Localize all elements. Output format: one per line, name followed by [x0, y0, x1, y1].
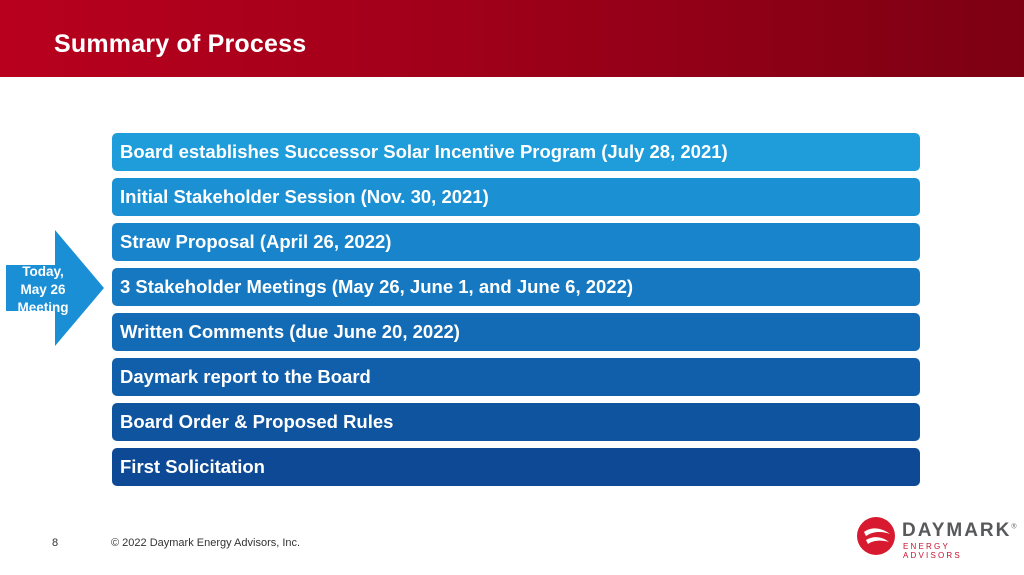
step-label: Board Order & Proposed Rules: [120, 411, 394, 432]
today-marker-label: [6, 263, 80, 317]
slide-title: Summary of Process: [54, 30, 307, 58]
process-step: [112, 448, 920, 486]
process-step: [112, 178, 920, 216]
process-step: [112, 403, 920, 441]
marker-line: Today,: [22, 264, 64, 279]
step-label: Written Comments (due June 20, 2022): [120, 321, 460, 342]
process-step: [112, 268, 920, 306]
registered-mark: ®: [1011, 523, 1017, 531]
step-label: Board establishes Successor Solar Incentive Program (July 28, 2021): [120, 141, 728, 162]
step-label: 3 Stakeholder Meetings (May 26, June 1, and June 6, 2022): [120, 276, 634, 297]
step-label: Daymark report to the Board: [120, 366, 371, 387]
marker-line: Meeting: [17, 300, 69, 315]
title-bar: [0, 0, 1024, 77]
step-label: Straw Proposal (April 26, 2022): [120, 231, 392, 252]
page-number: 8: [52, 537, 59, 549]
step-label: Initial Stakeholder Session (Nov. 30, 2021): [120, 186, 489, 207]
logo-wordmark: DAYMARK®: [902, 520, 1017, 541]
process-step: [112, 133, 920, 171]
copyright-notice: © 2022 Daymark Energy Advisors, Inc.: [111, 537, 301, 549]
today-marker-arrow: [6, 230, 104, 346]
daymark-mark-icon: [856, 516, 896, 556]
process-step: [112, 358, 920, 396]
logo-subtitle: ENERGY ADVISORS: [903, 542, 962, 560]
daymark-logo: [856, 515, 1017, 560]
step-label: First Solicitation: [120, 456, 265, 477]
process-steps: [112, 133, 920, 493]
process-step: [112, 313, 920, 351]
process-step: [112, 223, 920, 261]
marker-line: May 26: [20, 282, 66, 297]
